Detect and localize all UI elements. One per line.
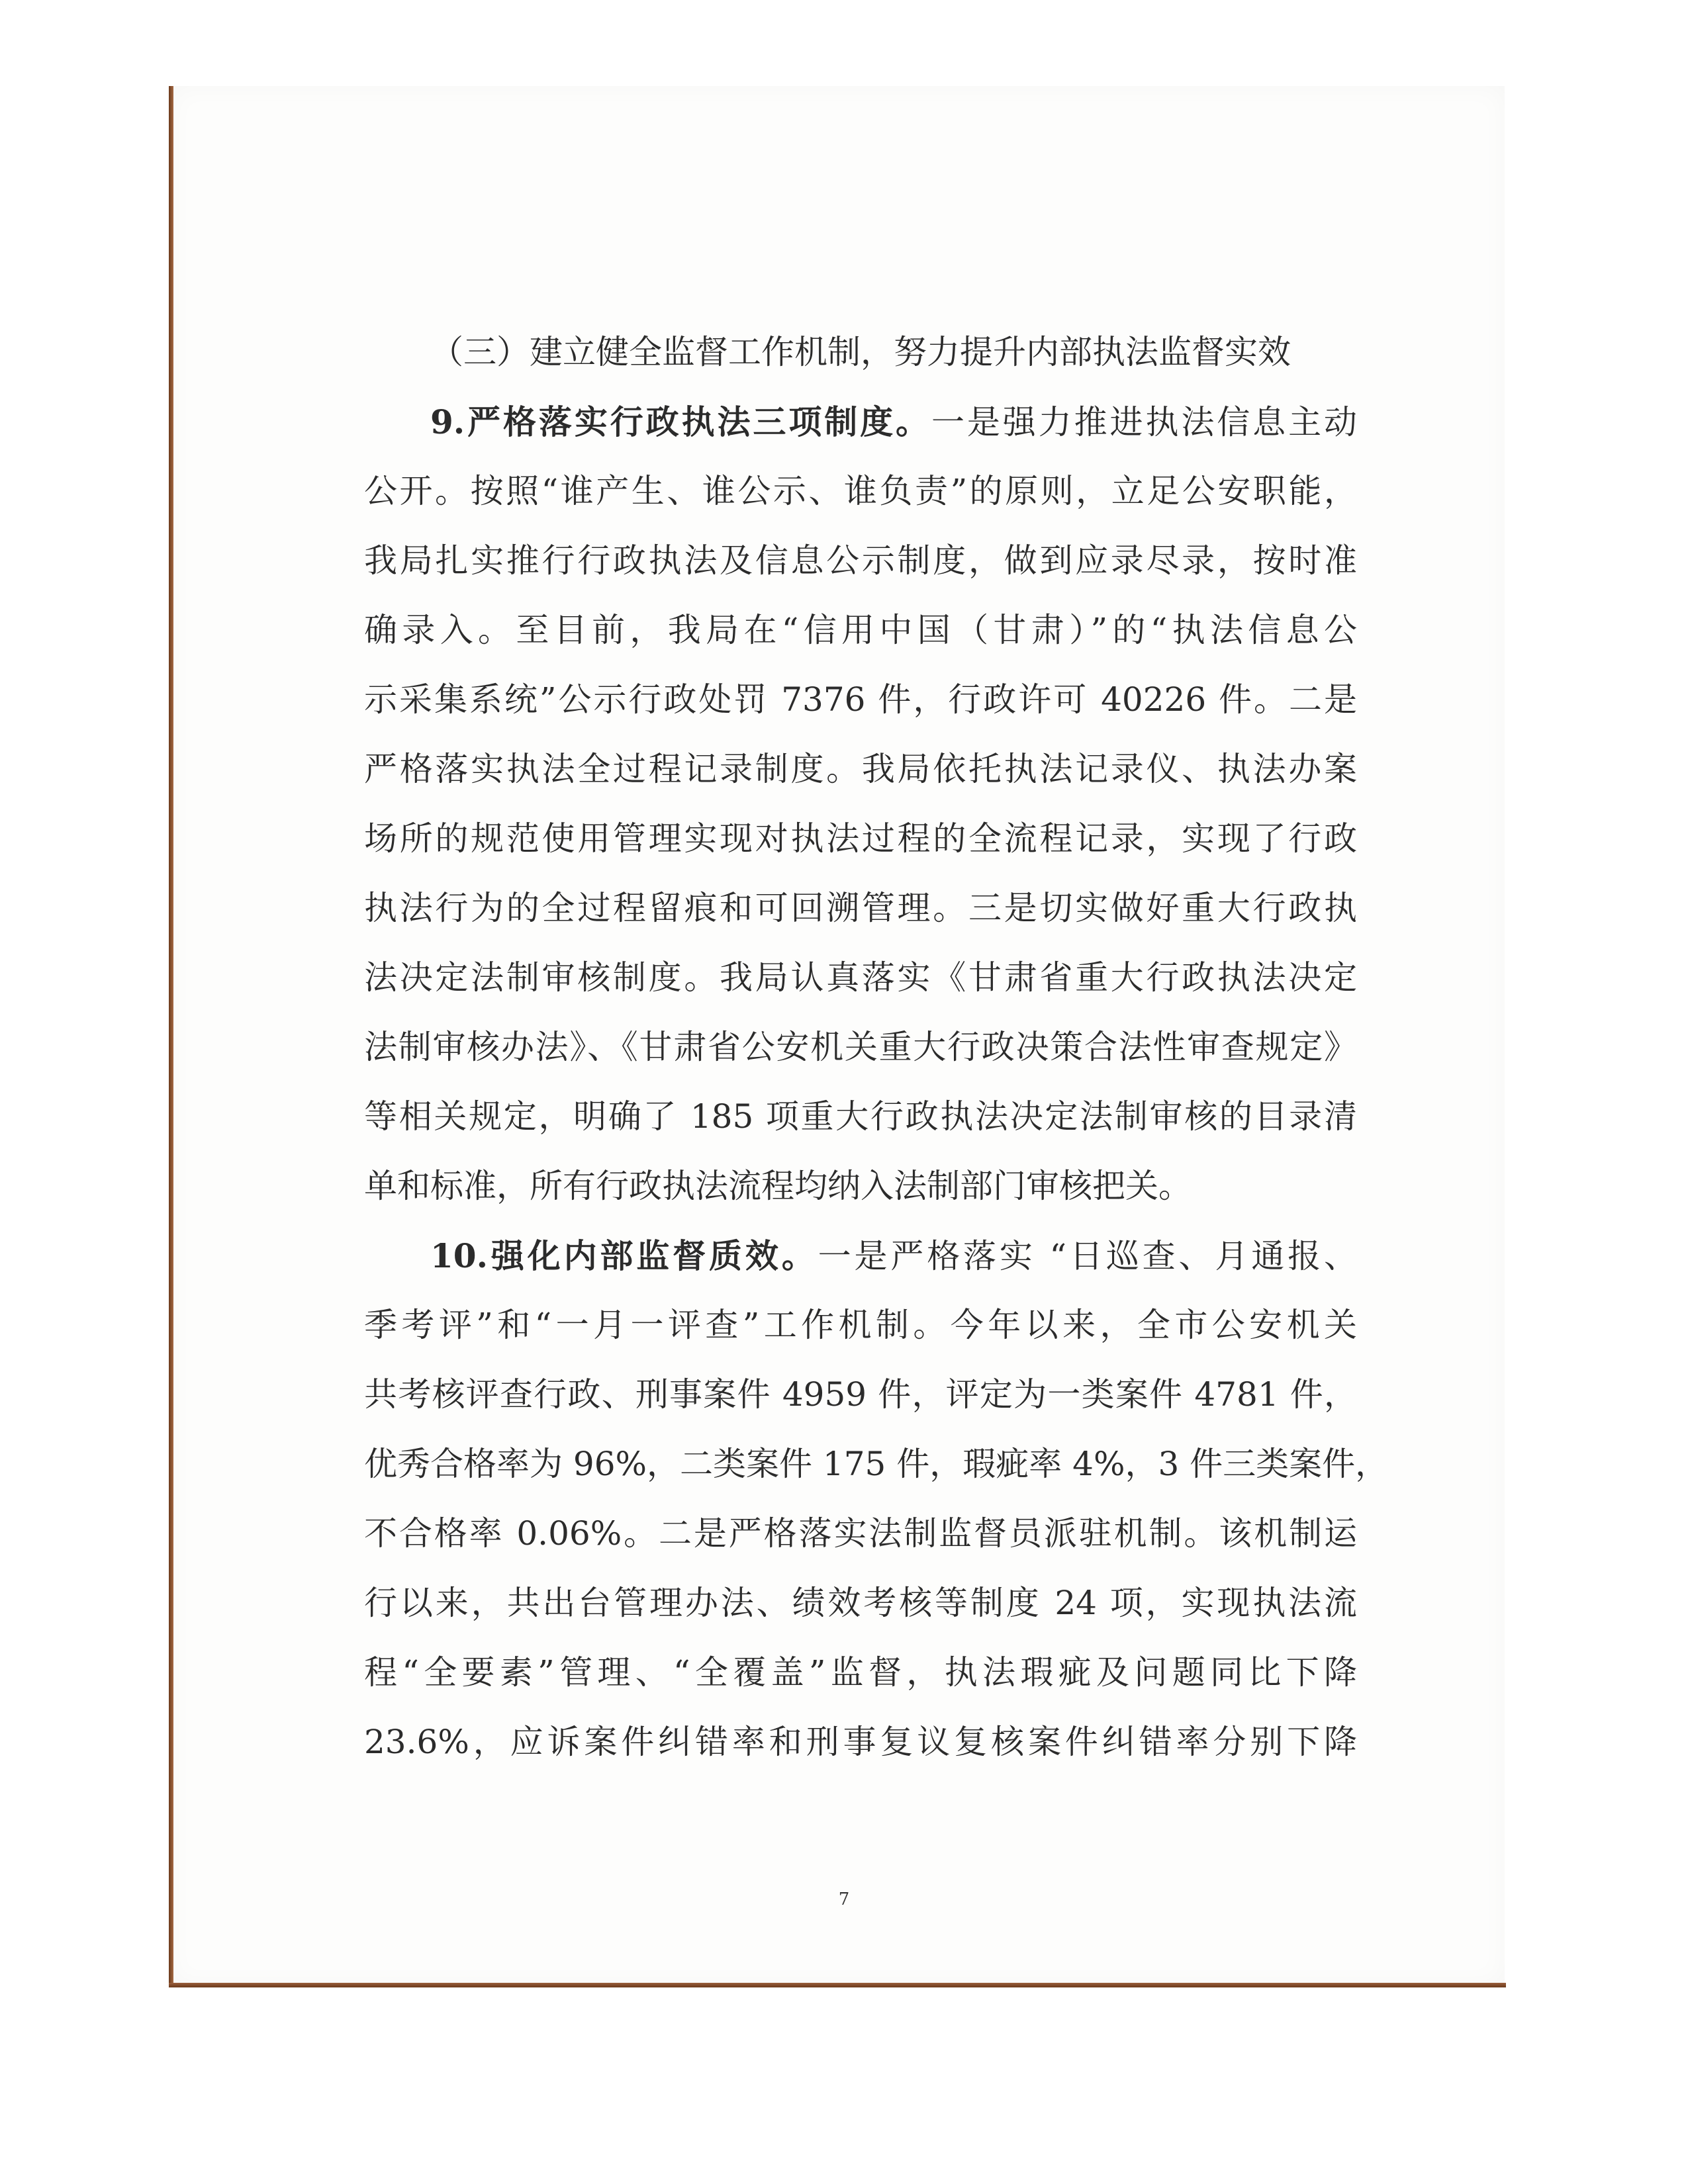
paragraph-9-line: 示采集系统”公示行政处罚 7376 件，行政许可 40226 件。二是 <box>364 680 1357 719</box>
paragraph-9-line: 法决定法制审核制度。我局认真落实《甘肃省重大行政执法决定 <box>364 958 1357 997</box>
paragraph-10-line: 不合格率 0.06%。二是严格落实法制监督员派驻机制。该机制运 <box>364 1514 1357 1553</box>
page-edge-bottom <box>169 1983 1506 1987</box>
paragraph-9-line: 我局扎实推行行政执法及信息公示制度，做到应录尽录，按时准 <box>364 541 1357 580</box>
paragraph-10-line: 优秀合格率为 96%，二类案件 175 件，瑕疵率 4%，3 件三类案件， <box>364 1445 1389 1483</box>
page-edge-left <box>169 86 173 1987</box>
paragraph-10-text: 一是严格落实 “日巡查、月通报、 <box>818 1237 1357 1275</box>
paragraph-10-line: 共考核评查行政、刑事案件 4959 件，评定为一类案件 4781 件， <box>364 1375 1357 1414</box>
paragraph-9-line: 公开。按照“谁产生、谁公示、谁负责”的原则，立足公安职能， <box>364 472 1357 510</box>
paragraph-9-line: 执法行为的全过程留痕和可回溯管理。三是切实做好重大行政执 <box>364 889 1357 927</box>
paragraph-9-line: 等相关规定，明确了 185 项重大行政执法决定法制审核的目录清 <box>364 1097 1357 1136</box>
paragraph-9-line: 单和标准，所有行政执法流程均纳入法制部门审核把关。 <box>364 1167 1192 1205</box>
paragraph-9-line: 场所的规范使用管理实现对执法过程的全流程记录，实现了行政 <box>364 819 1357 858</box>
paragraph-10-title: 10.强化内部监督质效。 <box>430 1236 818 1275</box>
paragraph-9-line: 法制审核办法》、《甘肃省公安机关重大行政决策合法性审查规定》 <box>364 1028 1357 1066</box>
paragraph-9-line: 严格落实执法全过程记录制度。我局依托执法记录仪、执法办案 <box>364 750 1357 788</box>
paragraph-10-line: 程“全要素”管理、“全覆盖”监督，执法瑕疵及问题同比下降 <box>364 1653 1357 1692</box>
paragraph-10-line-1 <box>364 1231 1357 1281</box>
paragraph-9-text: 一是强力推进执法信息主动 <box>931 403 1357 441</box>
paragraph-9-title: 9.严格落实行政执法三项制度。 <box>430 402 931 441</box>
paragraph-10-line: 季考评”和“一月一评查”工作机制。今年以来，全市公安机关 <box>364 1306 1357 1344</box>
paragraph-9-line: 确录入。至目前，我局在“信用中国（甘肃）”的“执法信息公 <box>364 611 1357 649</box>
section-heading: （三）建立健全监督工作机制，努力提升内部执法监督实效 <box>430 333 1291 371</box>
page-number: 7 <box>838 1889 850 1909</box>
paragraph-10-line: 23.6%，应诉案件纠错率和刑事复议复核案件纠错率分别下降 <box>364 1723 1357 1761</box>
paragraph-10-line: 行以来，共出台管理办法、绩效考核等制度 24 项，实现执法流 <box>364 1584 1357 1622</box>
paragraph-9-line-1 <box>364 397 1357 447</box>
